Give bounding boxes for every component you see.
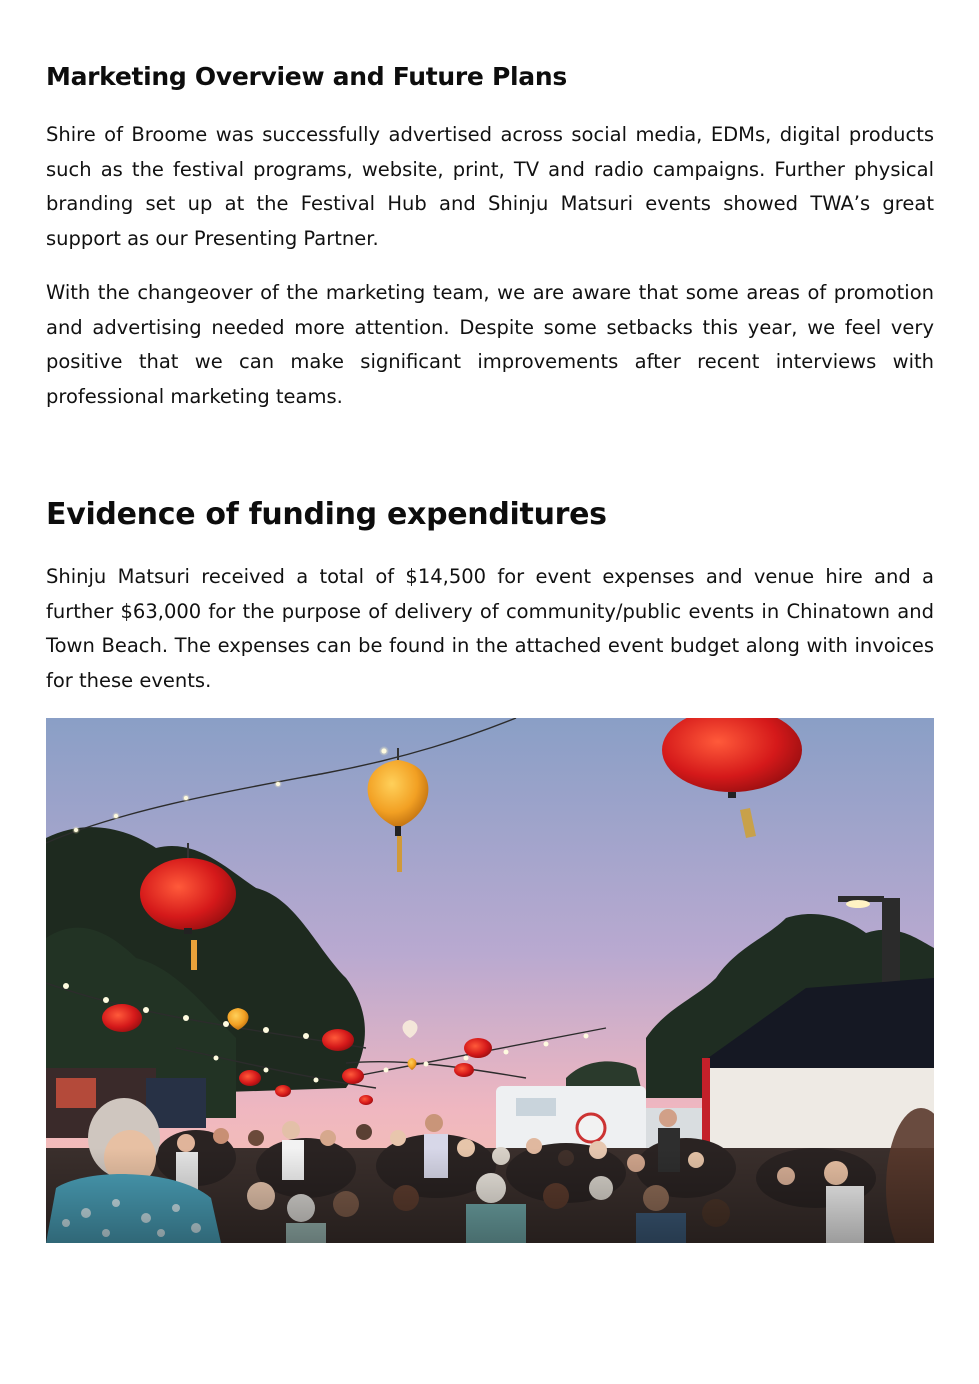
marketing-heading: Marketing Overview and Future Plans [46, 62, 567, 91]
lantern-red-small [464, 1038, 492, 1058]
lantern-red-left [140, 858, 236, 930]
festival-photo-illustration [46, 718, 934, 1243]
festival-photo [46, 718, 934, 1243]
lantern-red-small [359, 1095, 373, 1105]
lantern-red-small [454, 1063, 474, 1077]
evidence-paragraph: Shinju Matsuri received a total of $14,500 for event expenses and venue hire and a further $63,000 for the purpose of delivery of community/public events in Chinatown and Town Beach. The expenses can be found in the attached event budget along with invoices for these events. [46, 565, 934, 692]
evidence-heading: Evidence of funding expenditures [46, 497, 607, 532]
lamp-light [846, 900, 870, 908]
lantern-red-small [102, 1004, 142, 1032]
lantern-red-small [322, 1029, 354, 1051]
marketing-paragraph-2: With the changeover of the marketing team, we are aware that some areas of promotion and advertising needed more attention. Despite some setbacks this year, we feel very positive that we can make significant improvements after recent interviews with professional marketing teams. [46, 281, 934, 408]
lantern-red-small [239, 1070, 261, 1086]
lantern-red-small [275, 1085, 291, 1097]
marketing-paragraph-1: Shire of Broome was successfully advertised across social media, EDMs, digital products such as the festival programs, website, print, TV and radio campaigns. Further physical branding set up at the Festival Hub and Shinju Matsuri events showed TWA’s great support as our Presenting Partner. [46, 123, 934, 250]
lantern-red-small [342, 1068, 364, 1084]
